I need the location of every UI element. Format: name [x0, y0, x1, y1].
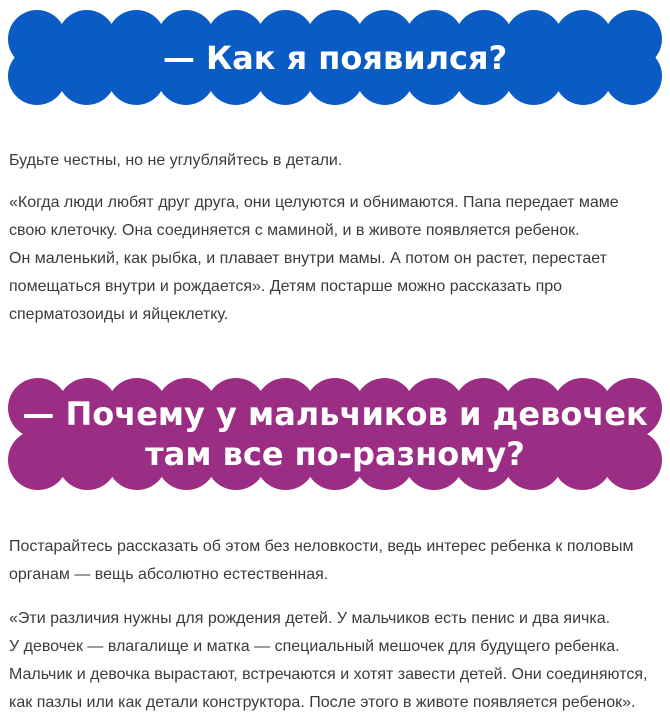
text-line: — Почему у мальчиков и девочек: [22, 395, 648, 433]
text-line: помещаться внутри и рождается». Детям постарше можно рассказать про: [9, 278, 563, 295]
section-title-how-i-appeared: — Как я появился?: [162, 38, 508, 77]
text-line: органам — вещь абсолютно естественная.: [9, 566, 329, 583]
text-line: Он маленький, как рыбка, и плавает внутри мамы. А потом он растет, перестает: [9, 250, 607, 267]
text-line: там все по-разному?: [145, 435, 525, 473]
text-line: свою клеточку. Она соединяется с маминой, и в животе появляется ребенок.: [9, 222, 580, 239]
text-line: «Когда люди любят друг друга, они целуются и обнимаются. Папа передает маме: [9, 194, 619, 211]
section-title-why-different: [22, 394, 647, 474]
text-line: У девочек — влагалище и матка — специальный мешочек для будущего ребенка.: [9, 638, 620, 655]
article-page: [0, 10, 670, 728]
text-line: Постарайтесь рассказать об этом без неловкости, ведь интерес ребенка к половым: [9, 538, 634, 555]
section-header-how-i-appeared: [8, 10, 662, 105]
text-line: Мальчик и девочка вырастают, встречаются и хотят завести детей. Они соединяются,: [9, 666, 648, 683]
advice-text-birth: Будьте честны, но не углубляйтесь в детали.: [9, 152, 343, 169]
quote-text-birth: [9, 189, 661, 329]
text-line: «Эти различия нужны для рождения детей. У мальчиков есть пенис и два яичка.: [9, 610, 611, 627]
section-header-why-different: [8, 378, 662, 490]
advice-text-difference: [9, 533, 661, 589]
text-line: как пазлы или как детали конструктора. После этого в животе появляется ребенок».: [9, 694, 636, 711]
quote-text-difference: [9, 605, 661, 717]
text-line: сперматозоиды и яйцеклетку.: [9, 306, 229, 323]
